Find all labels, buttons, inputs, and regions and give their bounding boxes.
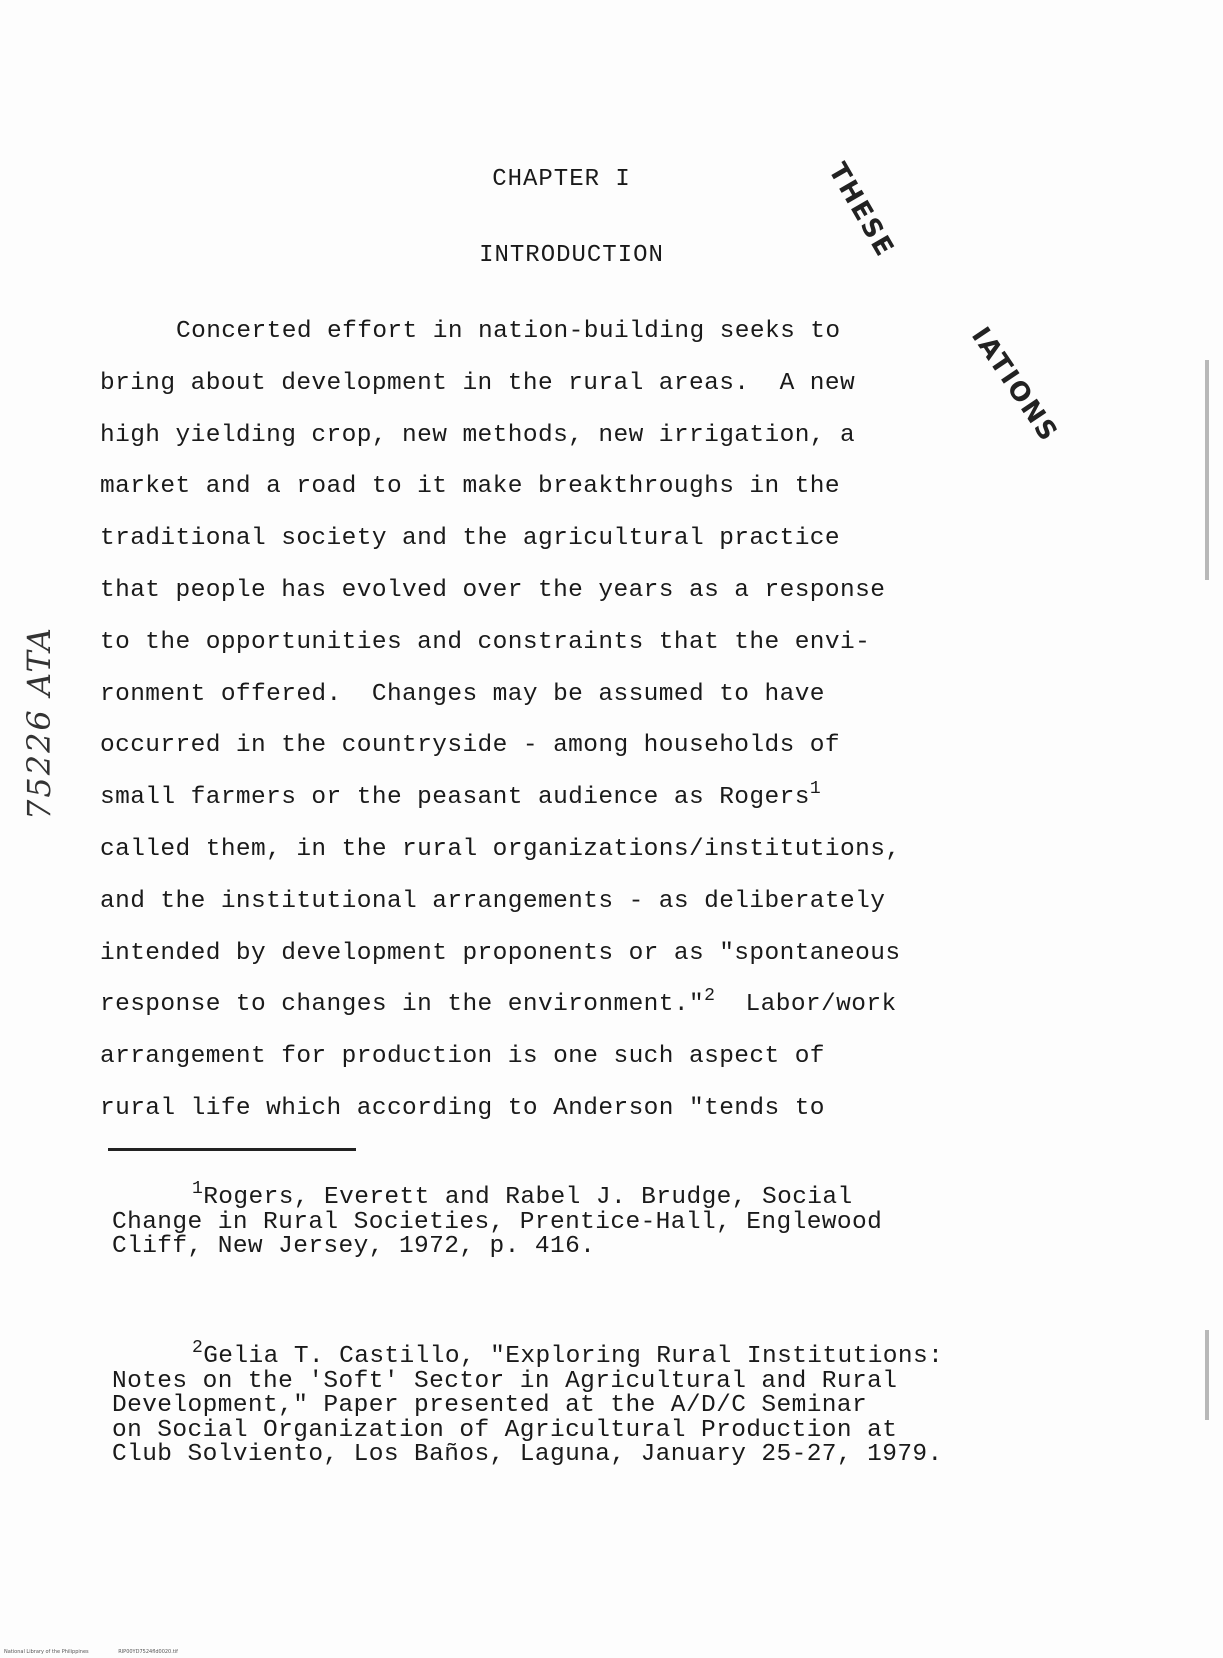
- body-line: called them, in the rural organizations/institutions,: [100, 835, 901, 863]
- scan-edge-mark: [1205, 360, 1209, 580]
- footnote-line: [112, 1338, 992, 1370]
- body-line-text: response to changes in the environment.": [100, 991, 705, 1019]
- body-line: occurred in the countryside - among households of: [100, 732, 841, 760]
- footnote-marker: 1: [192, 1179, 204, 1200]
- footnote-ref-2: 2: [704, 986, 716, 1007]
- footnote-text: Gelia T. Castillo, "Exploring Rural Institutions:: [203, 1343, 944, 1370]
- stamp-text-top: THESE: [822, 158, 900, 263]
- body-line: to the opportunities and constraints that the envi-: [100, 628, 871, 656]
- footer-library: National Library of the Philippines: [4, 1649, 89, 1655]
- footnote-line: Club Solviento, Los Baños, Laguna, January 25-27, 1979.: [112, 1441, 943, 1468]
- footnote-separator: [108, 1148, 356, 1151]
- stamp-text-side: IATIONS: [965, 322, 1064, 449]
- footnote-line: Change in Rural Societies, Prentice-Hall, Englewood: [112, 1208, 883, 1236]
- scan-edge-mark: [1205, 1330, 1209, 1420]
- footnote-marker: 2: [192, 1338, 204, 1359]
- footnote-1: [112, 1179, 992, 1260]
- body-line: ronment offered. Changes may be assumed to have: [100, 680, 825, 708]
- body-line: traditional society and the agricultural practice: [100, 525, 841, 553]
- footnote-2: [112, 1338, 992, 1468]
- scan-footer: [4, 1649, 206, 1655]
- footnote-line: on Social Organization of Agricultural Production at: [112, 1416, 898, 1444]
- body-line-text: Labor/work: [715, 991, 897, 1019]
- body-paragraph: [100, 306, 980, 1135]
- footnote-ref-1: 1: [809, 779, 822, 800]
- body-line: arrangement for production is one such aspect of: [100, 1043, 825, 1071]
- body-line-text: small farmers or the peasant audience as Rogers: [100, 784, 810, 812]
- section-title: INTRODUCTION: [479, 242, 664, 269]
- footnote-text: Rogers, Everett and Rabel J. Brudge, Social: [203, 1184, 853, 1211]
- body-line: intended by development proponents or as "spontaneous: [100, 939, 901, 967]
- body-line: that people has evolved over the years as a response: [100, 576, 886, 604]
- body-line: bring about development in the rural areas. A new: [100, 369, 856, 397]
- body-line: market and a road to it make breakthroughs in the: [100, 473, 841, 501]
- footnote-line: [112, 1179, 992, 1211]
- footnote-line: Notes on the 'Soft' Sector in Agricultural and Rural: [112, 1367, 898, 1395]
- footnote-line: Development," Paper presented at the A/D/C Seminar: [112, 1392, 868, 1419]
- handwritten-annotation: 75226 ATA: [20, 625, 58, 820]
- footer-file: RIP00YD7524fld0020.tif: [118, 1649, 178, 1655]
- body-line: and the institutional arrangements - as deliberately: [100, 887, 886, 915]
- footnote-line: Cliff, New Jersey, 1972, p. 416.: [112, 1233, 596, 1260]
- body-line: Concerted effort in nation-building seeks to: [176, 318, 841, 345]
- body-line: high yielding crop, new methods, new irrigation, a: [100, 421, 856, 449]
- body-line: [100, 772, 980, 824]
- body-line: rural life which according to Anderson "tends to: [100, 1094, 825, 1122]
- chapter-heading: CHAPTER I: [492, 166, 631, 193]
- body-line: [100, 979, 980, 1031]
